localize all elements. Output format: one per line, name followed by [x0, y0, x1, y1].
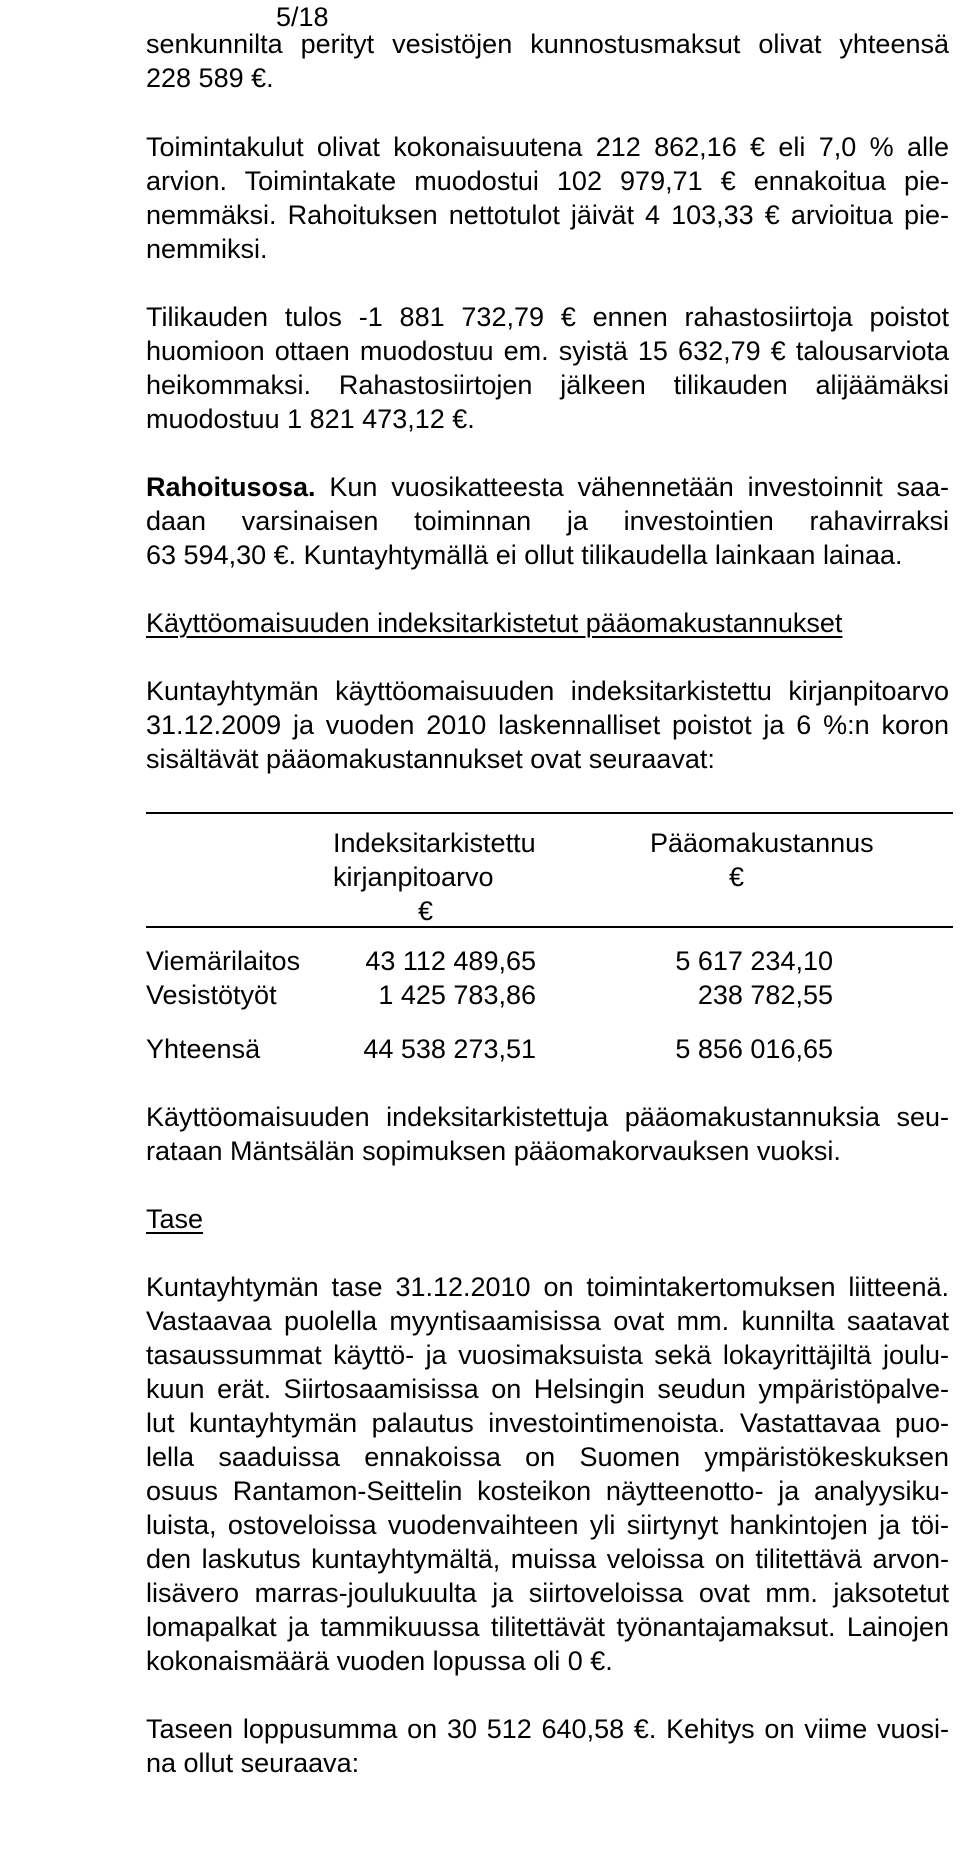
paragraph-line: Kuntayhtymän käyttöomaisuuden indeksitarkistettu kirjanpitoarvo: [146, 676, 949, 706]
paragraph-line: Vastaavaa puolella myyntisaamisissa ovat mm. kunnilta saatavat: [146, 1306, 949, 1336]
paragraph-line: kokonaismäärä vuoden lopussa oli 0 €.: [146, 1646, 613, 1676]
paragraph-line: Toimintakulut olivat kokonaisuutena 212 862,16 € eli 7,0 % alle: [146, 132, 949, 162]
paragraph-line: Taseen loppusumma on 30 512 640,58 €. Kehitys on viime vuosi-: [146, 1714, 949, 1744]
page-number: 5/18: [276, 2, 329, 32]
section-heading: Käyttöomaisuuden indeksitarkistetut pääomakustannukset: [146, 608, 843, 638]
table-header-book-value: kirjanpitoarvo: [333, 862, 494, 892]
paragraph-line: lomapalkat ja tammikuussa tilitettävät työnantajamaksut. Lainojen: [146, 1612, 949, 1642]
paragraph-line: daan varsinaisen toiminnan ja investointien rahavirraksi: [146, 506, 949, 536]
paragraph-line: 31.12.2009 ja vuoden 2010 laskennalliset poistot ja 6 %:n koron: [146, 710, 949, 740]
row-book-value: 1 425 783,86: [378, 980, 536, 1010]
table-header-capital-cost-unit: €: [729, 862, 745, 892]
paragraph-line: rataan Mäntsälän sopimuksen pääomakorvauksen vuoksi.: [146, 1136, 841, 1166]
paragraph-line: Tilikauden tulos -1 881 732,79 € ennen rahastosiirtoja poistot: [146, 302, 949, 332]
paragraph-line: tasaussummat käyttö- ja vuosimaksuista sekä lokayrittäjiltä joulu-: [146, 1340, 949, 1370]
row-label: Viemärilaitos: [146, 946, 301, 976]
table-header-book-value: Indeksitarkistettu: [333, 828, 536, 858]
paragraph-line: huomioon ottaen muodostuu em. syistä 15 632,79 € talousarviota: [146, 336, 949, 366]
paragraph-line: den laskutus kuntayhtymältä, muissa veloissa on tilitettävä arvon-: [146, 1544, 949, 1574]
paragraph-line: lella saaduissa ennakoissa on Suomen ympäristökeskuksen: [146, 1442, 949, 1472]
paragraph-line: Rahoitusosa. Kun vuosikatteesta vähennetään investoinnit saa-: [146, 472, 949, 502]
row-capital-cost: 5 617 234,10: [675, 946, 833, 976]
paragraph-line: muodostuu 1 821 473,12 €.: [146, 404, 475, 434]
paragraph-line: arvion. Toimintakate muodostui 102 979,71 € ennakoitua pie-: [146, 166, 949, 196]
total-book-value: 44 538 273,51: [363, 1034, 536, 1064]
paragraph-line: lut kuntayhtymän palautus investointimenoista. Vastattavaa puo-: [146, 1408, 949, 1438]
paragraph-line: 63 594,30 €. Kuntayhtymällä ei ollut tilikaudella lainkaan lainaa.: [146, 540, 903, 570]
total-label: Yhteensä: [146, 1034, 261, 1064]
paragraph-line: senkunnilta perityt vesistöjen kunnostusmaksut olivat yhteensä: [146, 29, 949, 59]
row-book-value: 43 112 489,65: [365, 946, 536, 976]
paragraph-line: nemmiksi.: [146, 234, 268, 264]
paragraph-line: kuun erät. Siirtosaamisissa on Helsingin seudun ympäristöpalve-: [146, 1374, 949, 1404]
table-header-rule: [146, 926, 953, 928]
paragraph-line: lisävero marras-joulukuulta ja siirtoveloissa ovat mm. jaksotetut: [146, 1578, 949, 1608]
paragraph-line: Kuntayhtymän tase 31.12.2010 on toimintakertomuksen liitteenä.: [146, 1272, 949, 1302]
table-top-rule: [146, 812, 953, 814]
total-capital-cost: 5 856 016,65: [675, 1034, 833, 1064]
table-header-capital-cost: Pääomakustannus: [650, 828, 874, 858]
table-header-book-value-unit: €: [418, 896, 434, 926]
paragraph-line: Käyttöomaisuuden indeksitarkistettuja pääomakustannuksia seu-: [146, 1102, 949, 1132]
row-label: Vesistötyöt: [146, 980, 277, 1010]
paragraph-line: na ollut seuraava:: [146, 1748, 360, 1778]
paragraph-line: nemmäksi. Rahoituksen nettotulot jäivät 4 103,33 € arvioitua pie-: [146, 200, 949, 230]
paragraph-line: luista, ostoveloissa vuodenvaihteen yli siirtynyt hankintojen ja töi-: [146, 1510, 949, 1540]
paragraph-line: sisältävät pääomakustannukset ovat seuraavat:: [146, 744, 715, 774]
section-lead: Rahoitusosa.: [146, 472, 316, 502]
paragraph-line: osuus Rantamon-Seittelin kosteikon näytteenotto- ja analyysiku-: [146, 1476, 949, 1506]
row-capital-cost: 238 782,55: [697, 980, 833, 1010]
paragraph-line: heikommaksi. Rahastosiirtojen jälkeen tilikauden alijäämäksi: [146, 370, 949, 400]
paragraph-line: 228 589 €.: [146, 63, 274, 93]
section-heading: Tase: [146, 1204, 204, 1234]
